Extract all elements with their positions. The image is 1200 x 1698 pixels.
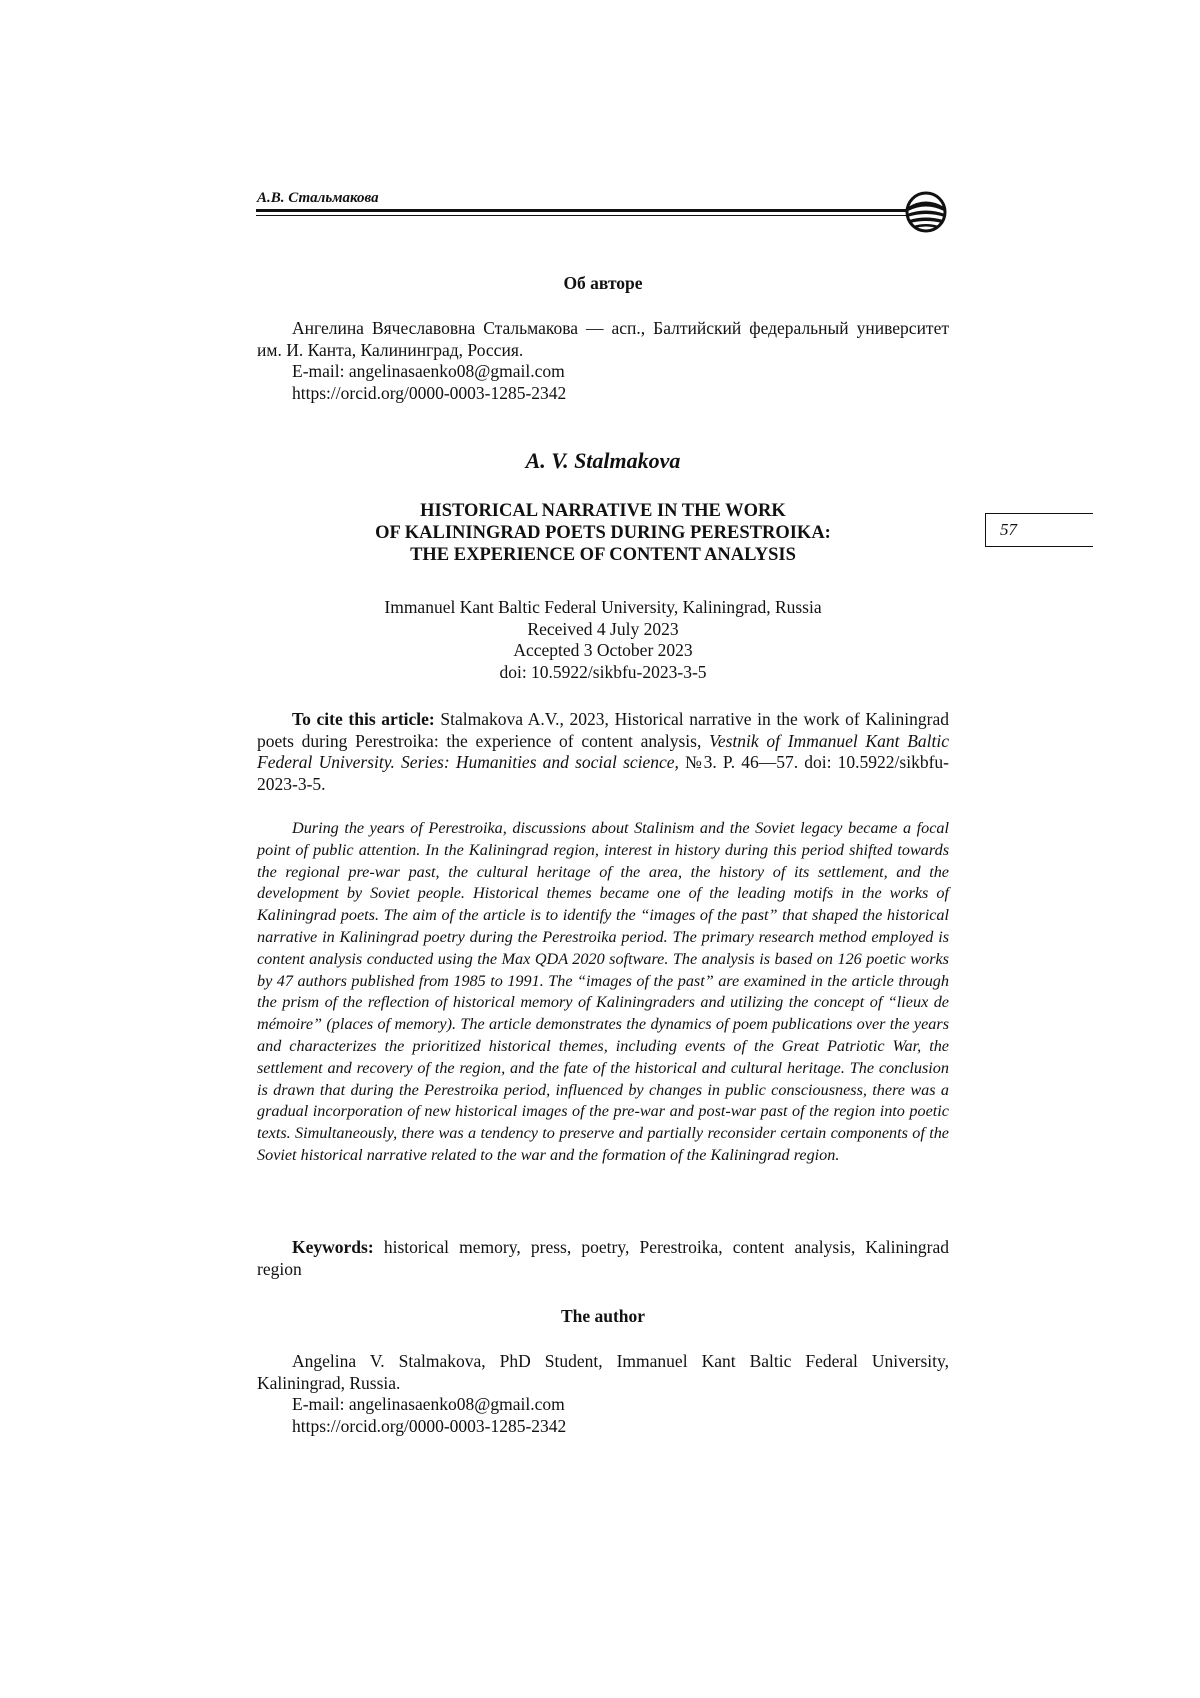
en-author-heading: The author (560, 1306, 646, 1326)
header-rule-thick (256, 209, 906, 212)
page-number: 57 (1000, 520, 1017, 539)
keywords-paragraph (257, 1237, 949, 1280)
article-meta (257, 597, 949, 683)
en-author-info (257, 1351, 949, 1437)
title-line: HISTORICAL NARRATIVE IN THE WORK (420, 501, 786, 521)
en-author-orcid: https://orcid.org/0000-0003-1285-2342 (292, 1415, 567, 1436)
citation-text-b: №3. P. 46—57. doi: 10.5922/sikbfu-2023-3-5. (257, 752, 949, 794)
ru-author-line: Ангелина Вячеславовна Стальмакова — асп., Балтийский федеральный университет им. И. Канта, Калининград, Россия. (257, 318, 949, 360)
received-date: Received 4 July 2023 (527, 618, 679, 639)
accepted-date: Accepted 3 October 2023 (513, 640, 693, 660)
keywords-block (257, 1237, 949, 1280)
ru-author-email: E-mail: angelinasaenko08@gmail.com (292, 361, 565, 381)
citation-block (257, 709, 949, 795)
keywords-label: Keywords: (292, 1237, 374, 1257)
citation-label: To cite this article: (292, 709, 435, 729)
ru-author-info (257, 318, 949, 404)
running-header-author: А.В. Стальмакова (257, 190, 379, 206)
citation-text-a: Stalmakova A.V., 2023, Historical narrative in the work of Kaliningrad poets during Perestroika: the experience of content analysis, (257, 709, 949, 751)
doi: doi: 10.5922/sikbfu-2023-3-5 (499, 661, 707, 682)
en-author-email: E-mail: angelinasaenko08@gmail.com (292, 1394, 565, 1414)
title-line: OF KALININGRAD POETS DURING PERESTROIKA: (375, 523, 831, 543)
title-line: THE EXPERIENCE OF CONTENT ANALYSIS (410, 545, 796, 565)
journal-logo-icon (902, 190, 950, 234)
ru-author-orcid: https://orcid.org/0000-0003-1285-2342 (292, 382, 567, 403)
affiliation: Immanuel Kant Baltic Federal University, Kaliningrad, Russia (384, 597, 822, 617)
article-author: A. V. Stalmakova (525, 448, 681, 473)
ru-author-heading: Об авторе (563, 273, 643, 293)
abstract: During the years of Perestroika, discussions about Stalinism and the Soviet legacy became a focal point of public attention. In the Kaliningrad region, interest in history during this period shifted towards the regional pre-war past, the cultural heritage of the area, the history of its settlement, and the development by Soviet people. Historical themes became one of the leading motifs in the works of Kaliningrad poets. The aim of the article is to identify the “images of the past” that shaped the historical narrative in Kaliningrad poetry during the Perestroika period. The primary research method employed is content analysis conducted using the Max QDA 2020 software. The analysis is based on 126 poetic works by 47 authors published from 1985 to 1991. The “images of the past” are examined in the article through the prism of the reflection of historical memory of Kaliningraders and utilizing the concept of “lieux de mémoire” (places of memory). The article demonstrates the dynamics of poem publications over the years and characterizes the prioritized historical themes, including events of the Great Patriotic War, the settlement and recovery of the region, and the fate of the historical and cultural heritage. The conclusion is drawn that during the Perestroika period, influenced by changes in public consciousness, there was a gradual incorporation of new historical images of the pre-war and post-war past of the region into poetic texts. Simultaneously, there was a tendency to preserve and partially reconsider certain components of the Soviet historical narrative related to the war and the formation of the Kaliningrad region. (257, 819, 949, 1164)
article-title (257, 500, 949, 566)
en-author-line: Angelina V. Stalmakova, PhD Student, Immanuel Kant Baltic Federal University, Kaliningrad, Russia. (257, 1351, 949, 1393)
citation-journal: Vestnik of Immanuel Kant Baltic Federal University. Series: Humanities and social science, (257, 730, 949, 772)
header-rule-thin (256, 215, 906, 216)
keywords-text: historical memory, press, poetry, Perestroika, content analysis, Kaliningrad region (257, 1237, 949, 1279)
citation-paragraph (257, 709, 949, 795)
page-number-box (985, 513, 1093, 547)
